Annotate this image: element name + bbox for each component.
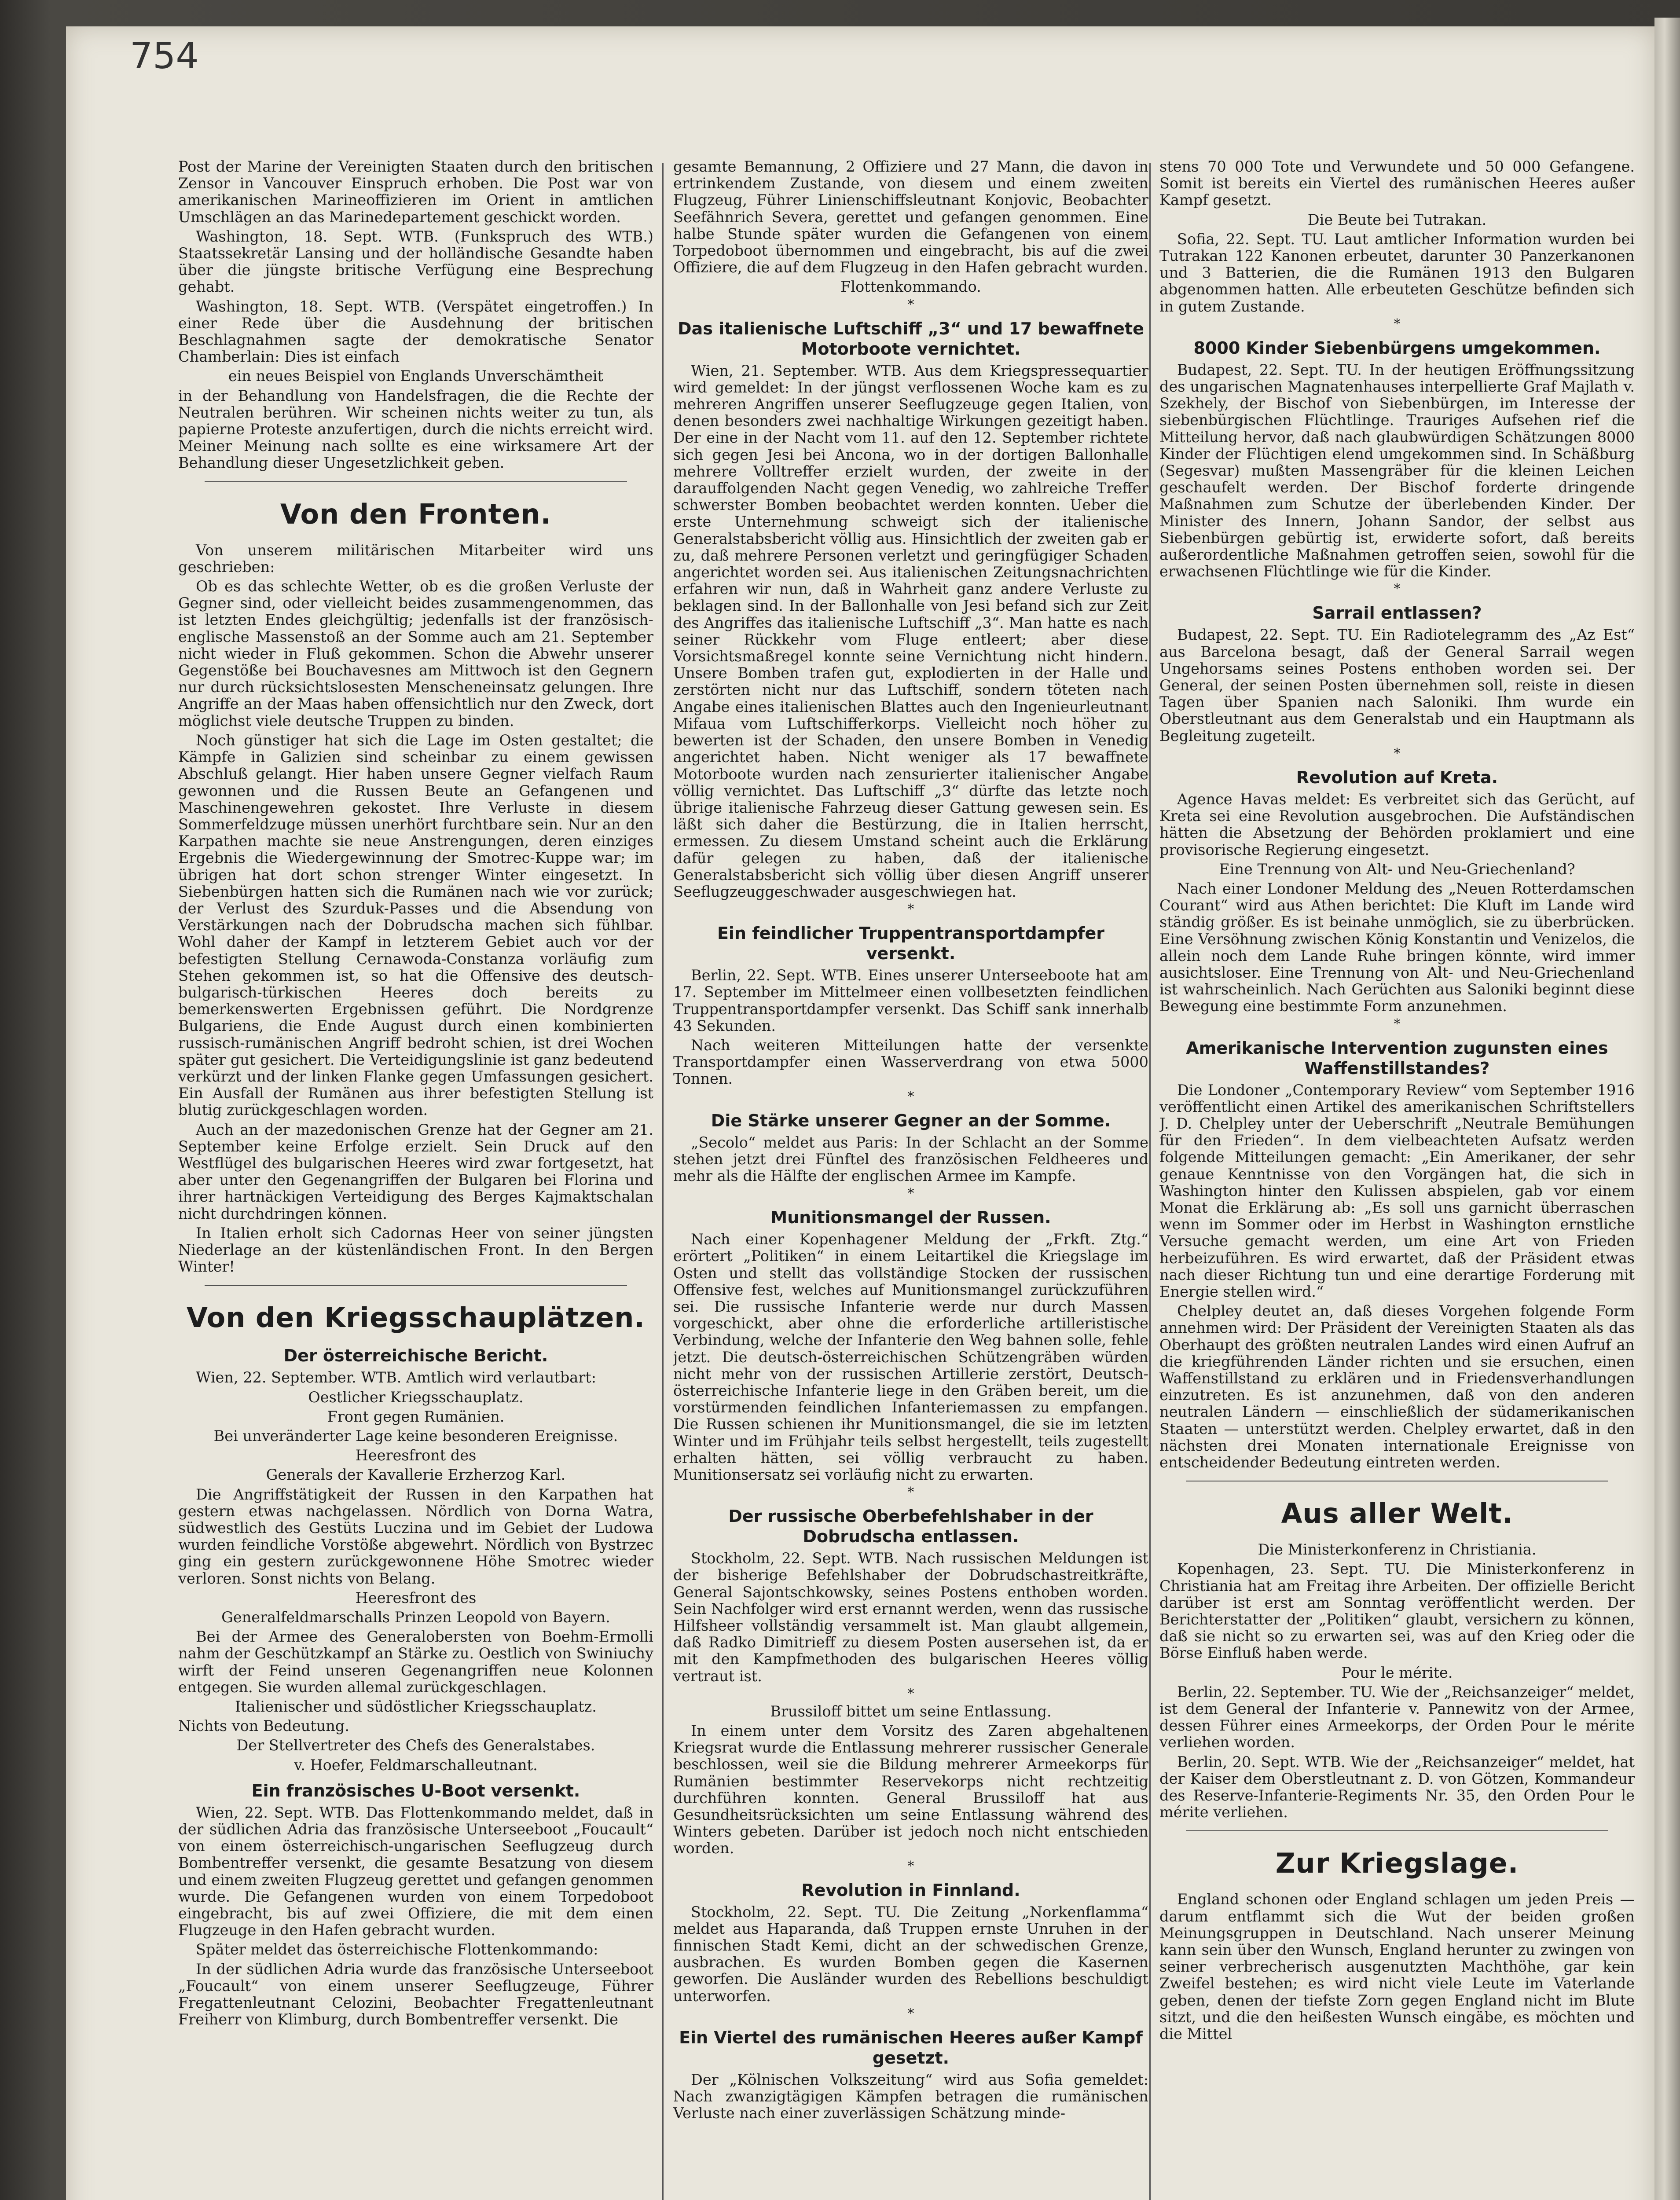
separator-star: * [1394, 1016, 1401, 1032]
article-heading: Der russische Oberbefehlshaber in der Dobrudscha entlassen. [728, 1507, 1093, 1547]
article-heading: Amerikanische Intervention zugunsten eines Waffenstillstandes? [1186, 1038, 1608, 1078]
subhead: Die Ministerkonferenz in Christiania. [1258, 1541, 1537, 1558]
paragraph: Budapest, 22. Sept. TU. Ein Radiotelegramm des „Az Est“ aus Barcelona besagt, daß der General Sarrail wegen Ungehorsams seines Postens enthoben worden sei. Der General, der seinen Posten übernehmen soll, reiste in diesen Tagen über Spanien nach Saloniki. Ihm wurde ein Oberstleutnant aus dem Generalstab und ein Hauptmann als Begleitung zugeteilt. [1159, 626, 1635, 744]
divider [205, 481, 627, 482]
paragraph: Nichts von Bedeutung. [178, 1717, 349, 1735]
page-edge [1654, 18, 1680, 2200]
paragraph: in der Behandlung von Handelsfragen, die die Rechte der Neutralen berühren. Wir scheinen nichts weiter zu tun, als papierne Proteste anzufertigen, durch die nichts erreicht wird. Meiner Meinung nach sollte es eine wirksamere Art der Behandlung dieser Ungesetzlichkeit geben. [178, 387, 653, 472]
paragraph: Von unserem militärischen Mitarbeiter wird uns geschrieben: [178, 541, 653, 576]
paragraph: Später meldet das österreichische Flottenkommando: [196, 1941, 598, 1958]
paragraph: Nach weiteren Mitteilungen hatte der versenkte Transportdampfer einen Wasserverdrang von etwa 5000 Tonnen. [673, 1036, 1148, 1088]
paragraph: England schonen oder England schlagen um jeden Preis — darum entflammt sich die Wut der beiden großen Meinungsgruppen in Deutschland. Nach unserer Meinung kann sein über den Wunsch, England herunter zu zwingen von seiner verbrecherisch ausgenutzten Machthöhe, gar kein Zweifel bestehen; es wird nicht viele Leute im Vaterlande geben, denen der tiefste Zorn gegen England nicht im Blute sitzt, und die den heißesten Wunsch eingäbe, es möchten und die Mittel [1159, 1891, 1635, 2043]
section-heading: Zur Kriegslage. [1275, 1847, 1519, 1880]
article-heading: Ein Viertel des rumänischen Heeres außer Kampf gesetzt. [679, 2028, 1143, 2068]
subhead: Oestlicher Kriegsschauplatz. [308, 1388, 524, 1406]
paragraph: Budapest, 22. Sept. TU. In der heutigen Eröffnungssitzung des ungarischen Magnatenhauses interpellierte Graf Majlath v. Szekhely, der Bischof von Siebenbürgen, im Interesse der siebenbürgischen Flüchtlinge. Trauriges Aufsehen rief die Mitteilung hervor, daß nach glaubwürdigen Schätzungen 8000 Kinder der Flüchtigen elend umgekommen sind. In Schäßburg (Segesvar) mußten Massengräber für die kleinen Leichen geschaufelt werden. Der Bischof forderte dringende Maßnahmen zum Schutze der überlebenden Kinder. Der Minister des Innern, Johann Sandor, der selbst aus Siebenbürgen gebürtig ist, erwiderte sofort, daß bereits außerordentliche Maßnahmen getroffen seien, sowohl für die erwachsenen Flüchtlinge wie für die Kinder. [1159, 361, 1635, 580]
subhead: Eine Trennung von Alt- und Neu-Griechenland? [1219, 860, 1575, 878]
divider [1186, 1830, 1608, 1831]
paragraph: Chelpley deutet an, daß dieses Vorgehen folgende Form annehmen wird: Der Präsident der Vereinigten Staaten als das Oberhaupt des größten neutralen Landes wird einen Aufruf an die kriegführenden Länder richten und sie ersuchen, einen Waffenstillstand zu erklären und in Friedensverhandlungen einzutreten. Es ist anzunehmen, daß von den anderen neutralen Ländern — einschließlich der südamerikanischen Staaten — unterstützt werden. Chelpley erwartet, daß in den nächsten drei Monaten internationale Ereignisse von entscheidender Bedeutung eintreten werden. [1159, 1302, 1635, 1471]
subhead: Der Stellvertreter des Chefs des Generalstabes. [236, 1737, 595, 1754]
subhead: Brussiloff bittet um seine Entlassung. [770, 1702, 1052, 1720]
subhead: Bei unveränderter Lage keine besonderen Ereignisse. [213, 1427, 618, 1445]
paragraph: Wien, 21. September. WTB. Aus dem Kriegspressequartier wird gemeldet: In der jüngst verflossenen Woche kam es zu mehreren Angriffen unserer Seeflugzeuge gegen Italien, von denen besonders zwei nachhaltige Wirkungen gezeitigt haben. Der eine in der Nacht vom 11. auf den 12. September richtete sich gegen Jesi bei Ancona, wo in der dortigen Ballonhalle mehrere Volltreffer erzielt wurden, der zweite in der darauffolgenden Nacht gegen Venedig, wo zahlreiche Treffer schwerster Bomben beobachtet werden konnten. Ueber die erste Unternehmung schweigt sich der italienische Generalstabsbericht völlig aus. Hinsichtlich der zweiten gab er zu, daß mehrere Personen verletzt und geringfügiger Schaden angerichtet worden sei. Aus italienischen Zeitungsnachrichten erfahren wir nun, daß in Wahrheit ganz andere Verluste zu beklagen sind. In der Ballonhalle von Jesi befand sich zur Zeit des Angriffes das italienische Luftschiff „3“. Man hatte es nach seiner Rückkehr vom Fluge entleert; aber diese Vorsichtsmaßregel konnte seine Vernichtung nicht hindern. Unsere Bomben trafen gut, explodierten in der Halle und zerstörten nicht nur das Luftschiff, sondern töteten nach Angabe eines italienischen Blattes auch den Ingenieurleutnant Mifaua vom Luftschifferkorps. Vielleicht noch höher zu bewerten ist der Schaden, den unsere Bomben in Venedig angerichtet haben. Nicht weniger als 17 bewaffnete Motorboote wurden nach zensurierter italienischer Angabe völlig vernichtet. Das Luftschiff „3“ dürfte das letzte noch übrige italienische Fahrzeug dieser Gattung gewesen sein. Es läßt sich daher die Bestürzung, die in Italien herrscht, ermessen. Zu diesem Umstand scheint auch die Erklärung dafür gelegen zu haben, daß der italienische Generalstabsbericht sich völlig über diesen Angriff unserer Seeflugzeuggeschwader ausgeschwiegen hat. [673, 362, 1148, 900]
subhead: Italienischer und südöstlicher Kriegsschauplatz. [235, 1698, 597, 1716]
paragraph: Wien, 22. September. WTB. Amtlich wird verlautbart: [196, 1369, 597, 1386]
paragraph: Noch günstiger hat sich die Lage im Osten gestaltet; die Kämpfe in Galizien sind scheinbar zu einem gewissen Abschluß gelangt. Hier haben unsere Gegner vielfach Raum gewonnen und die Russen Beute an Gefangenen und Maschinengewehren gekostet. Ihre Verluste in diesem Sommerfeldzuge müssen unerhört furchtbare sein. Nur an den Karpathen machte sie neue Anstrengungen, deren einziges Ergebnis die Wiedergewinnung der Smotrec-Kuppe war; im übrigen hat dort schon strenger Winter eingesetzt. In Siebenbürgen hatten sich die Rumänen nach wie vor zurück; der Verlust des Szurduk-Passes und die Absendung von Verstärkungen nach der Dobrudscha machen sich fühlbar. Wohl daher der Kampf in letzterem Gebiet auch vor der befestigten Stellung Cernawoda-Constanza vorläufig zum Stehen gekommen ist, so hat die Offensive des deutsch-bulgarisch-türkischen Heeres doch bereits zu bemerkenswerten Ergebnissen geführt. Die Nordgrenze Bulgariens, die Ende August durch einen kombinierten russisch-rumänischen Angriff bedroht schien, ist drei Wochen später gut gesichert. Die Verteidigungslinie ist ganz bedeutend verkürzt und der linken Flanke gegen Umfassungen gesichert. Ein Ausfall der Rumänen aus ihrer befestigten Stellung ist blutig zurückgeschlagen worden. [178, 731, 653, 1119]
article-heading: Das italienische Luftschiff „3“ und 17 bewaffnete Motorboote vernichtet. [678, 319, 1144, 359]
paragraph: In Italien erholt sich Cadornas Heer von seiner jüngsten Niederlage an der küstenländischen Front. In den Bergen Winter! [178, 1224, 653, 1276]
separator-star: * [907, 1686, 914, 1701]
column-2 [673, 158, 1148, 2200]
paragraph: Nach einer Londoner Meldung des „Neuen Rotterdamschen Courant“ wird aus Athen berichtet: Die Kluft im Lande wird ständig größer. Es ist beinahe unmöglich, sie zu überbrücken. Eine Versöhnung zwischen König Konstantin und Venizelos, die allein noch dem Lande Ruhe bringen könnte, wird immer ausichtsloser. Eine Trennung von Alt- und Neu-Griechenland ist wahrscheinlich. Nach Gerüchten aus Saloniki beginnt diese Bewegung eine bestimmte Form anzunehmen. [1159, 880, 1635, 1015]
divider [205, 1285, 627, 1286]
paragraph: Agence Havas meldet: Es verbreitet sich das Gerücht, auf Kreta sei eine Revolution ausgebrochen. Die Aufständischen hätten die Absetzung der Behörden proklamiert und eine provisorische Regierung eingesetzt. [1159, 790, 1635, 858]
paragraph: Wien, 22. Sept. WTB. Das Flottenkommando meldet, daß in der südlichen Adria das französische Unterseeboot „Foucault“ von einem österreichisch-ungarischen Seeflugzeug durch Bombentreffer versenkt, die gesamte Besatzung von diesem und einem zweiten Flugzeug gerettet und gefangen genommen wurde. Die Gefangenen wurden von einem Torpedoboot eingebracht, bis auf zwei Offiziere, die mit dem einen Flugzeuge in den Hafen gebracht wurden. [178, 1804, 653, 1939]
signature: Flottenkommando. [840, 278, 981, 296]
separator-star: * [1394, 581, 1401, 597]
paragraph: Nach einer Kopenhagener Meldung der „Frkft. Ztg.“ erörtert „Politiken“ in einem Leitartikel die Kriegslage im Osten und stellt das vollständige Stocken der russischen Offensive fest, welches auf Munitionsmangel zurückzuführen sei. Die russische Infanterie werde nur durch Massen vorgeschickt, aber ohne die erforderliche artilleristische Verbindung, welche der Infanterie den Weg bahnen solle, fehle jetzt. Die deutsch-österreichischen Schützengräben würden nicht mehr von der russischen Artillerie zerstört, Deutsch-österreichische Infanterie liege in den Gräben bereit, um die vorstürmenden feindlichen Infanteriemassen zu empfangen. Die Russen schienen ihr Munitionsmangel, die sie im letzten Winter und im Frühjahr teils selbst hergestellt, teils zugestellt erhalten hätten, sei völlig verbraucht zu haben. Munitionsersatz sei vorläufig nicht zu erwarten. [673, 1231, 1148, 1483]
separator-star: * [1394, 745, 1401, 761]
section-heading: Aus aller Welt. [1281, 1497, 1513, 1530]
subhead: Heeresfront des [355, 1589, 477, 1606]
paragraph: Ob es das schlechte Wetter, ob es die großen Verluste der Gegner sind, oder vielleicht beides zusammengenommen, das ist letzten Endes gleichgültig; jedenfalls ist der französisch-englische Massenstoß an der Somme auch am 21. September nicht wieder in Fluß gekommen. Schon die Abwehr unserer Gegenstöße bei Bouchavesnes am Mittwoch ist den Gegnern nur durch rücksichtslosesten Menscheneinsatz gelungen. Ihre Angriffe an der Maas haben offensichtlich nur den Zweck, dort möglichst viele deutsche Truppen zu binden. [178, 578, 653, 730]
subhead: v. Hoefer, Feldmarschalleutnant. [294, 1756, 538, 1774]
article-heading: Sarrail entlassen? [1312, 603, 1482, 623]
column-rule [1149, 163, 1151, 2200]
subhead: Generalfeldmarschalls Prinzen Leopold von Bayern. [221, 1609, 610, 1626]
section-heading: Von den Kriegsschauplätzen. [187, 1302, 645, 1334]
article-heading: Ein französisches U-Boot versenkt. [251, 1781, 580, 1800]
paragraph: Post der Marine der Vereinigten Staaten durch den britischen Zensor in Vancouver Einspruch erhoben. Die Post war von amerikanischen Marineoffizieren im Orient in amtlichen Umschlägen an das Marinedepartement geschickt worden. [178, 158, 653, 226]
column-1 [178, 158, 653, 2200]
paragraph: Berlin, 22. Sept. WTB. Eines unserer Unterseeboote hat am 17. September im Mittelmeer einen vollbesetzten feindlichen Truppentransportdampfer versenkt. Das Schiff sank innerhalb 43 Sekunden. [673, 967, 1148, 1034]
separator-star: * [907, 1186, 914, 1202]
page-number: 754 [130, 35, 199, 77]
paragraph: Bei der Armee des Generalobersten von Boehm-Ermolli nahm der Geschützkampf an Stärke zu. Oestlich von Swiniuchy wirft der Feind unseren Gegenangriffen neue Kolonnen entgegen. Sie wurden allemal zurückgeschlagen. [178, 1628, 653, 1696]
paragraph: In der südlichen Adria wurde das französische Unterseeboot „Foucault“ von einem unserer Seeflugzeuge, Führer Fregattenleutnant Celozini, Beobachter Fregattenleutnant Freiherr von Klimburg, durch Bombentreffer versenkt. Die [178, 1960, 653, 2028]
paragraph: Sofia, 22. Sept. TU. Laut amtlicher Information wurden bei Tutrakan 122 Kanonen erbeutet, darunter 30 Panzerkanonen und 3 Batterien, die die Rumänen 1913 den Bulgaren abgenommen hatten. Alle erbeuteten Geschütze befinden sich in gutem Zustande. [1159, 230, 1635, 315]
article-heading: Revolution auf Kreta. [1296, 767, 1498, 787]
separator-star: * [907, 297, 914, 312]
paragraph: In einem unter dem Vorsitz des Zaren abgehaltenen Kriegsrat wurde die Entlassung mehrerer russischer Generale beschlossen, weil sie die Bildung mehrerer Armeekorps für Rumänien bestimmter Reservekorps nicht rechtzeitig durchführen konnten. General Brussiloff hat aus Gesundheitsrücksichten um seine Entlassung während des Winters gebeten. Darüber ist jedoch noch nicht entschieden worden. [673, 1722, 1148, 1857]
paragraph: gesamte Bemannung, 2 Offiziere und 27 Mann, die davon in ertrinkendem Zustande, von diesem und einem zweiten Flugzeug, Führer Linienschiffsleutnant Konjovic, Beobachter Seefähnrich Severa, gerettet und gefangen genommen. Eine halbe Stunde später wurden die Gefangenen von einem Torpedoboot übernommen und eingebracht, bis auf die zwei Offiziere, die auf dem Flugzeug in den Hafen gebracht wurden. [673, 158, 1148, 276]
subhead: Heeresfront des [355, 1447, 477, 1464]
article-heading: 8000 Kinder Siebenbürgens umgekommen. [1193, 338, 1601, 358]
article-heading: Ein feindlicher Truppentransportdampfer versenkt. [717, 924, 1105, 964]
separator-star: * [907, 1089, 914, 1104]
article-heading: Die Stärke unserer Gegner an der Somme. [711, 1111, 1111, 1130]
paragraph: Die Angriffstätigkeit der Russen in den Karpathen hat gestern etwas nachgelassen. Nördlich von Dorna Watra, südwestlich des Gestüts Luczina und im Gebiet der Ludowa wurden feindliche Vorstöße abgewehrt. Nördlich von Bystrzec ging ein gestern zurückgewonnene Höhe Smotrec wieder verloren. Sonst nichts von Belang. [178, 1485, 653, 1587]
paragraph: stens 70 000 Tote und Verwundete und 50 000 Gefangene. Somit ist bereits ein Viertel des rumänischen Heeres außer Kampf gesetzt. [1159, 158, 1635, 209]
emphasis-line: ein neues Beispiel von Englands Unverschämtheit [228, 367, 604, 385]
article-heading: Revolution in Finnland. [801, 1880, 1020, 1900]
section-heading: Von den Fronten. [280, 498, 552, 530]
paragraph: Washington, 18. Sept. WTB. (Funkspruch des WTB.) Staatssekretär Lansing und der holländische Gesandte haben über die jüngste britische Verfügung eine Besprechung gehabt. [178, 227, 653, 296]
paragraph: „Secolo“ meldet aus Paris: In der Schlacht an der Somme stehen jetzt drei Fünftel des französischen Feldheeres und mehr als die Hälfte der englischen Armee im Kampfe. [673, 1133, 1148, 1184]
paragraph: Die Londoner „Contemporary Review“ vom September 1916 veröffentlicht einen Artikel des amerikanischen Schriftstellers J. D. Chelpley unter der Ueberschrift „Neutrale Bemühungen für den Frieden“. In dem vielbeachteten Aufsatz werden folgende Mitteilungen gemacht: „Ein Amerikaner, der sehr genaue Kenntnisse von den Vorgängen hat, die sich in Washington hinter den Kulissen abspielen, gab vor einem Monat die Erklärung ab: „Es soll uns garnicht überraschen wenn im Sommer oder im Herbst in Washington ernstliche Versuche gemacht werden, um eine Art von Frieden herbeizuführen. Es wird erwartet, daß der Präsident etwas nach dieser Richtung tun und eine derartige Forderung mit Energie stellen wird.“ [1159, 1081, 1635, 1300]
article-heading: Munitionsmangel der Russen. [770, 1208, 1051, 1228]
column-3 [1159, 158, 1635, 2200]
subhead: Die Beute bei Tutrakan. [1307, 211, 1487, 228]
column-rule [662, 163, 664, 2200]
paragraph: Der „Kölnischen Volkszeitung“ wird aus Sofia gemeldet: Nach zwanzigtägigen Kämpfen betragen die rumänischen Verluste nach einer zuverlässigen Schätzung minde- [673, 2071, 1148, 2122]
paragraph: Stockholm, 22. Sept. TU. Die Zeitung „Norkenflamma“ meldet aus Haparanda, daß Truppen ernste Unruhen in der finnischen Stadt Kemi, dicht an der schwedischen Grenze, ausbrachen. Es wurden Bomben gegen die Kasernen geworfen. Die Ausländer wurden des Rebellions beschuldigt unterworfen. [673, 1903, 1148, 2005]
subhead: Generals der Kavallerie Erzherzog Karl. [266, 1466, 566, 1484]
separator-star: * [907, 1858, 914, 1874]
paragraph: Berlin, 22. September. TU. Wie der „Reichsanzeiger“ meldet, ist dem General der Infanterie v. Pannewitz von der Armee, dessen Führer eines Armeekorps, der Orden Pour le mérite verliehen worden. [1159, 1683, 1635, 1751]
paragraph: Berlin, 20. Sept. WTB. Wie der „Reichsanzeiger“ meldet, hat der Kaiser dem Oberstleutnant z. D. von Götzen, Kommandeur des Reserve-Infanterie-Regiments Nr. 35, den Orden Pour le mérite verliehen. [1159, 1753, 1635, 1821]
separator-star: * [907, 2006, 914, 2021]
paragraph: Auch an der mazedonischen Grenze hat der Gegner am 21. September keine Erfolge erzielt. Sein Druck auf den Westflügel des bulgarischen Heeres wird zwar fortgesetzt, hat aber unter den Gegenangriffen der Bulgaren bei Florina und ihrer hartnäckigen Verteidigung des Berges Kajmaktschalan nicht durchdringen können. [178, 1121, 653, 1222]
subhead: Front gegen Rumänien. [327, 1408, 505, 1425]
paragraph: Stockholm, 22. Sept. WTB. Nach russischen Meldungen ist der bisherige Befehlshaber der Dobrudschastreitkräfte, General Sajontschkowsky, seines Postens enthoben worden. Sein Nachfolger wird erst ernannt werden, wenn das russische Hilfsheer vollständig versammelt ist. Man glaubt allgemein, daß Radko Dimitrieff zu diesem Posten ausersehen ist, da er mit den Kampfmethoden des bulgarischen Heeres völlig vertraut ist. [673, 1550, 1148, 1685]
paragraph: Washington, 18. Sept. WTB. (Verspätet eingetroffen.) In einer Rede über die Ausdehnung der britischen Beschlagnahmen sagte der demokratische Senator Chamberlain: Dies ist einfach [178, 297, 653, 366]
separator-star: * [907, 902, 914, 917]
subhead: Pour le mérite. [1341, 1664, 1453, 1681]
paragraph: Kopenhagen, 23. Sept. TU. Die Ministerkonferenz in Christiania hat am Freitag ihre Arbeiten. Der offizielle Bericht darüber ist erst am Sonntag veröffentlicht werden. Der Berichterstatter der „Politiken“ glaubt, versichern zu können, daß sie nicht so zu erwarten sei, was auf den Krieg oder die Börse Einfluß haben werde. [1159, 1560, 1635, 1662]
separator-star: * [1394, 316, 1401, 332]
article-heading: Der österreichische Bericht. [283, 1346, 548, 1366]
separator-star: * [907, 1485, 914, 1500]
